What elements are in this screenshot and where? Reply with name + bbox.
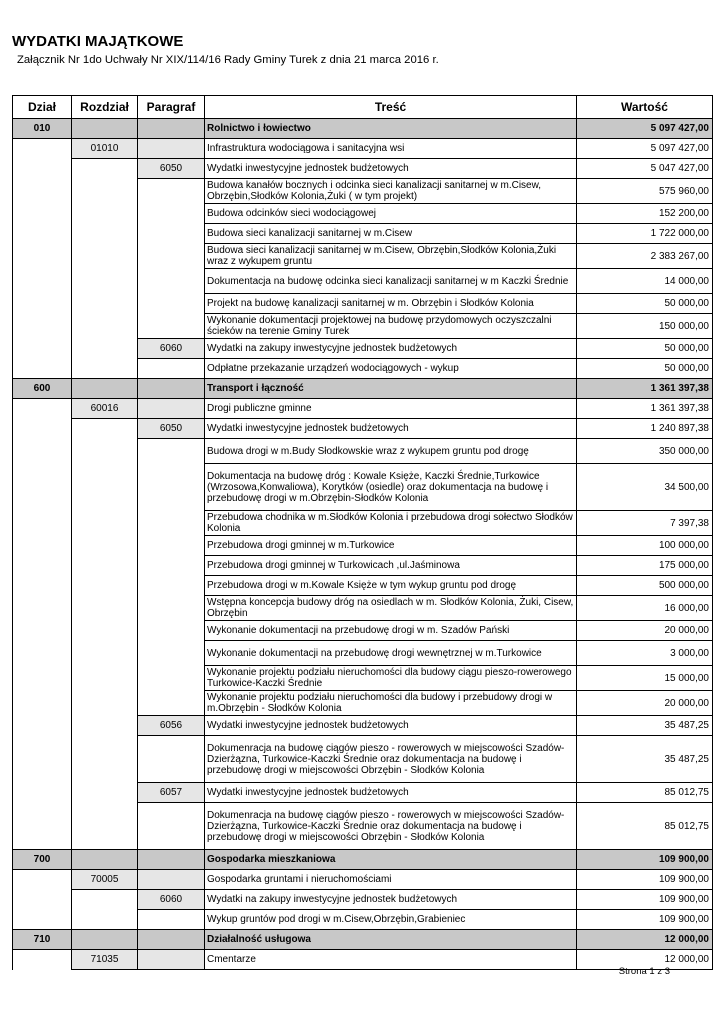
column-header-paragraf: Paragraf	[138, 96, 205, 119]
task-row	[13, 204, 713, 224]
cell-tresc: Budowa kanałów bocznych i odcinka sieci kanalizacji sanitarnej w m.Cisew, Obrzębin,Słodków Kolonia,Żuki ( w tym projekt)	[205, 179, 577, 204]
cell-paragraf	[138, 269, 205, 294]
cell-rozdzial	[72, 890, 138, 910]
task-row	[13, 179, 713, 204]
cell-paragraf	[138, 641, 205, 666]
task-row	[13, 511, 713, 536]
column-header-tresc: Treść	[205, 96, 577, 119]
cell-tresc: Działalność usługowa	[205, 930, 577, 950]
cell-wartosc: 3 000,00	[577, 641, 713, 666]
cell-paragraf	[138, 224, 205, 244]
cell-paragraf	[138, 379, 205, 399]
paragraf-row	[13, 890, 713, 910]
cell-dzial: 600	[13, 379, 72, 399]
cell-paragraf	[138, 621, 205, 641]
cell-tresc: Gospodarka gruntami i nieruchomościami	[205, 870, 577, 890]
cell-wartosc: 12 000,00	[577, 950, 713, 970]
cell-tresc: Dokumentacja na budowę dróg : Kowale Księże, Kaczki Średnie,Turkowice (Wrzosowa,Konwaliowa), Korytków (osiedle) oraz dokumentacja na budowę i przebudowę drogi w m.Obrzębin-Słodków Kolonia	[205, 464, 577, 511]
task-row	[13, 314, 713, 339]
task-row	[13, 641, 713, 666]
cell-dzial	[13, 621, 72, 641]
cell-paragraf	[138, 359, 205, 379]
cell-rozdzial	[72, 536, 138, 556]
cell-tresc: Dokumentacja na budowę odcinka sieci kanalizacji sanitarnej w m Kaczki Średnie	[205, 269, 577, 294]
cell-rozdzial	[72, 783, 138, 803]
cell-dzial	[13, 419, 72, 439]
paragraf-row	[13, 159, 713, 179]
cell-wartosc: 5 047 427,00	[577, 159, 713, 179]
cell-wartosc: 1 722 000,00	[577, 224, 713, 244]
cell-rozdzial	[72, 439, 138, 464]
cell-rozdzial	[72, 621, 138, 641]
cell-tresc: Wydatki inwestycyjne jednostek budżetowych	[205, 419, 577, 439]
cell-tresc: Wydatki inwestycyjne jednostek budżetowych	[205, 159, 577, 179]
cell-dzial	[13, 950, 72, 970]
cell-wartosc: 50 000,00	[577, 359, 713, 379]
cell-dzial	[13, 179, 72, 204]
cell-rozdzial	[72, 204, 138, 224]
cell-wartosc: 5 097 427,00	[577, 139, 713, 159]
cell-dzial	[13, 910, 72, 930]
task-row	[13, 556, 713, 576]
cell-tresc: Wydatki inwestycyjne jednostek budżetowych	[205, 783, 577, 803]
cell-wartosc: 15 000,00	[577, 666, 713, 691]
rozdzial-row	[13, 950, 713, 970]
task-row	[13, 224, 713, 244]
dzial-row	[13, 119, 713, 139]
cell-rozdzial	[72, 803, 138, 850]
cell-dzial	[13, 269, 72, 294]
task-row	[13, 910, 713, 930]
cell-paragraf	[138, 576, 205, 596]
task-row	[13, 464, 713, 511]
cell-wartosc: 50 000,00	[577, 339, 713, 359]
cell-paragraf	[138, 850, 205, 870]
cell-wartosc: 85 012,75	[577, 783, 713, 803]
cell-wartosc: 34 500,00	[577, 464, 713, 511]
cell-tresc: Przebudowa chodnika w m.Słodków Kolonia i przebudowa drogi sołectwo Słodków Kolonia	[205, 511, 577, 536]
cell-paragraf	[138, 736, 205, 783]
task-row	[13, 244, 713, 269]
cell-tresc: Dokumenracja na budowę ciągów pieszo - rowerowych w miejscowości Szadów-Dzierżązna, Turkowice-Kaczki Średnie oraz dokumentacja na budowę i przebudowę drogi w miejscowości Obrzębin - Słodków Kolonia	[205, 736, 577, 783]
cell-wartosc: 109 900,00	[577, 850, 713, 870]
cell-wartosc: 2 383 267,00	[577, 244, 713, 269]
cell-dzial	[13, 691, 72, 716]
cell-dzial	[13, 224, 72, 244]
cell-wartosc: 1 361 397,38	[577, 399, 713, 419]
cell-dzial	[13, 439, 72, 464]
task-row	[13, 359, 713, 379]
cell-wartosc: 500 000,00	[577, 576, 713, 596]
cell-wartosc: 16 000,00	[577, 596, 713, 621]
cell-rozdzial: 71035	[72, 950, 138, 970]
cell-rozdzial	[72, 224, 138, 244]
task-row	[13, 621, 713, 641]
cell-rozdzial	[72, 379, 138, 399]
cell-rozdzial	[72, 419, 138, 439]
cell-paragraf: 6050	[138, 159, 205, 179]
cell-rozdzial: 60016	[72, 399, 138, 419]
cell-paragraf: 6057	[138, 783, 205, 803]
cell-paragraf	[138, 930, 205, 950]
cell-tresc: Wykonanie dokumentacji na przebudowę drogi wewnętrznej w m.Turkowice	[205, 641, 577, 666]
cell-tresc: Budowa sieci kanalizacji sanitarnej w m.Cisew, Obrzębin,Słodków Kolonia,Żuki wraz z wykupem gruntu	[205, 244, 577, 269]
cell-dzial	[13, 803, 72, 850]
cell-paragraf: 6056	[138, 716, 205, 736]
cell-tresc: Drogi publiczne gminne	[205, 399, 577, 419]
cell-wartosc: 7 397,38	[577, 511, 713, 536]
task-row	[13, 691, 713, 716]
cell-tresc: Infrastruktura wodociągowa i sanitacyjna wsi	[205, 139, 577, 159]
cell-tresc: Wykup gruntów pod drogi w m.Cisew,Obrzębin,Grabieniec	[205, 910, 577, 930]
cell-wartosc: 109 900,00	[577, 910, 713, 930]
cell-paragraf	[138, 464, 205, 511]
cell-wartosc: 14 000,00	[577, 269, 713, 294]
cell-paragraf	[138, 803, 205, 850]
cell-wartosc: 20 000,00	[577, 691, 713, 716]
cell-dzial	[13, 511, 72, 536]
cell-dzial	[13, 596, 72, 621]
cell-rozdzial: 01010	[72, 139, 138, 159]
cell-rozdzial	[72, 269, 138, 294]
cell-rozdzial	[72, 716, 138, 736]
cell-rozdzial	[72, 850, 138, 870]
cell-rozdzial: 70005	[72, 870, 138, 890]
column-header-dzial: Dział	[13, 96, 72, 119]
cell-wartosc: 109 900,00	[577, 870, 713, 890]
cell-dzial	[13, 870, 72, 890]
cell-dzial	[13, 294, 72, 314]
cell-rozdzial	[72, 294, 138, 314]
cell-paragraf	[138, 950, 205, 970]
cell-dzial	[13, 556, 72, 576]
cell-wartosc: 85 012,75	[577, 803, 713, 850]
cell-wartosc: 150 000,00	[577, 314, 713, 339]
cell-rozdzial	[72, 159, 138, 179]
cell-rozdzial	[72, 511, 138, 536]
cell-paragraf	[138, 556, 205, 576]
cell-paragraf	[138, 399, 205, 419]
cell-wartosc: 350 000,00	[577, 439, 713, 464]
cell-tresc: Transport i łączność	[205, 379, 577, 399]
cell-tresc: Budowa sieci kanalizacji sanitarnej w m.Cisew	[205, 224, 577, 244]
task-row	[13, 666, 713, 691]
cell-tresc: Wykonanie dokumentacji projektowej na budowę przydomowych oczyszczalni ścieków na terenie Gminy Turek	[205, 314, 577, 339]
task-row	[13, 596, 713, 621]
cell-tresc: Przebudowa drogi w m.Kowale Księże w tym wykup gruntu pod drogę	[205, 576, 577, 596]
cell-tresc: Przebudowa drogi gminnej w m.Turkowice	[205, 536, 577, 556]
cell-rozdzial	[72, 691, 138, 716]
cell-rozdzial	[72, 736, 138, 783]
cell-dzial	[13, 159, 72, 179]
cell-rozdzial	[72, 910, 138, 930]
rozdzial-row	[13, 139, 713, 159]
cell-tresc: Budowa odcinków sieci wodociągowej	[205, 204, 577, 224]
cell-paragraf	[138, 119, 205, 139]
dzial-row	[13, 379, 713, 399]
paragraf-row	[13, 783, 713, 803]
cell-paragraf: 6060	[138, 339, 205, 359]
rozdzial-row	[13, 870, 713, 890]
cell-paragraf: 6050	[138, 419, 205, 439]
cell-dzial	[13, 359, 72, 379]
cell-wartosc: 35 487,25	[577, 716, 713, 736]
cell-paragraf	[138, 596, 205, 621]
cell-dzial	[13, 536, 72, 556]
column-header-wartosc: Wartość	[577, 96, 713, 119]
cell-wartosc: 100 000,00	[577, 536, 713, 556]
cell-rozdzial	[72, 119, 138, 139]
cell-wartosc: 20 000,00	[577, 621, 713, 641]
cell-wartosc: 50 000,00	[577, 294, 713, 314]
cell-paragraf	[138, 536, 205, 556]
expenditure-table	[12, 95, 713, 970]
column-header-rozdzial: Rozdział	[72, 96, 138, 119]
cell-paragraf	[138, 511, 205, 536]
cell-dzial	[13, 641, 72, 666]
cell-tresc: Wykonanie projektu podziału nieruchomości dla budowy ciągu pieszo-rowerowego Turkowice-Kaczki Średnie	[205, 666, 577, 691]
cell-paragraf	[138, 910, 205, 930]
paragraf-row	[13, 339, 713, 359]
cell-dzial	[13, 464, 72, 511]
cell-wartosc: 575 960,00	[577, 179, 713, 204]
cell-dzial: 700	[13, 850, 72, 870]
cell-dzial	[13, 783, 72, 803]
cell-wartosc: 5 097 427,00	[577, 119, 713, 139]
cell-dzial	[13, 399, 72, 419]
task-row	[13, 536, 713, 556]
task-row	[13, 736, 713, 783]
cell-dzial	[13, 736, 72, 783]
cell-dzial: 010	[13, 119, 72, 139]
task-row	[13, 294, 713, 314]
paragraf-row	[13, 419, 713, 439]
task-row	[13, 439, 713, 464]
cell-rozdzial	[72, 339, 138, 359]
dzial-row	[13, 930, 713, 950]
cell-wartosc: 1 240 897,38	[577, 419, 713, 439]
page-number: Strona 1 z 3	[618, 966, 670, 977]
cell-dzial	[13, 716, 72, 736]
table-header-row	[13, 96, 713, 119]
cell-tresc: Budowa drogi w m.Budy Słodkowskie wraz z wykupem gruntu pod drogę	[205, 439, 577, 464]
cell-wartosc: 109 900,00	[577, 890, 713, 910]
cell-rozdzial	[72, 464, 138, 511]
cell-rozdzial	[72, 666, 138, 691]
cell-paragraf	[138, 691, 205, 716]
task-row	[13, 803, 713, 850]
cell-rozdzial	[72, 641, 138, 666]
document-subtitle: Załącznik Nr 1do Uchwały Nr XIX/114/16 Rady Gminy Turek z dnia 21 marca 2016 r.	[17, 54, 439, 66]
cell-dzial	[13, 339, 72, 359]
cell-rozdzial	[72, 576, 138, 596]
document-title: WYDATKI MAJĄTKOWE	[12, 33, 184, 50]
cell-wartosc: 1 361 397,38	[577, 379, 713, 399]
cell-paragraf: 6060	[138, 890, 205, 910]
cell-tresc: Gospodarka mieszkaniowa	[205, 850, 577, 870]
cell-dzial: 710	[13, 930, 72, 950]
cell-rozdzial	[72, 556, 138, 576]
cell-paragraf	[138, 666, 205, 691]
cell-tresc: Przebudowa drogi gminnej w Turkowicach ,ul.Jaśminowa	[205, 556, 577, 576]
cell-rozdzial	[72, 314, 138, 339]
cell-paragraf	[138, 204, 205, 224]
cell-tresc: Cmentarze	[205, 950, 577, 970]
cell-wartosc: 152 200,00	[577, 204, 713, 224]
cell-tresc: Projekt na budowę kanalizacji sanitarnej w m. Obrzębin i Słodków Kolonia	[205, 294, 577, 314]
cell-dzial	[13, 666, 72, 691]
cell-tresc: Wydatki inwestycyjne jednostek budżetowych	[205, 716, 577, 736]
cell-rozdzial	[72, 359, 138, 379]
task-row	[13, 576, 713, 596]
cell-tresc: Odpłatne przekazanie urządzeń wodociągowych - wykup	[205, 359, 577, 379]
table-body	[13, 119, 713, 970]
cell-dzial	[13, 139, 72, 159]
cell-dzial	[13, 244, 72, 269]
cell-tresc: Wykonanie dokumentacji na przebudowę drogi w m. Szadów Pański	[205, 621, 577, 641]
rozdzial-row	[13, 399, 713, 419]
cell-tresc: Wykonanie projektu podziału nieruchomości dla budowy i przebudowy drogi w m.Obrzębin - Słodków Kolonia	[205, 691, 577, 716]
cell-tresc: Wstępna koncepcja budowy dróg na osiedlach w m. Słodków Kolonia, Żuki, Cisew, Obrzębin	[205, 596, 577, 621]
cell-tresc: Wydatki na zakupy inwestycyjne jednostek budżetowych	[205, 339, 577, 359]
cell-dzial	[13, 576, 72, 596]
cell-wartosc: 12 000,00	[577, 930, 713, 950]
cell-paragraf	[138, 314, 205, 339]
cell-paragraf	[138, 179, 205, 204]
cell-paragraf	[138, 139, 205, 159]
dzial-row	[13, 850, 713, 870]
cell-tresc: Dokumenracja na budowę ciągów pieszo - rowerowych w miejscowości Szadów-Dzierżązna, Turkowice-Kaczki Średnie oraz dokumentacja na budowę i przebudowę drogi w miejscowości Obrzębin - Słodków Kolonia	[205, 803, 577, 850]
cell-dzial	[13, 890, 72, 910]
cell-dzial	[13, 204, 72, 224]
cell-paragraf	[138, 294, 205, 314]
cell-paragraf	[138, 870, 205, 890]
paragraf-row	[13, 716, 713, 736]
cell-paragraf	[138, 244, 205, 269]
task-row	[13, 269, 713, 294]
cell-rozdzial	[72, 930, 138, 950]
cell-paragraf	[138, 439, 205, 464]
cell-tresc: Wydatki na zakupy inwestycyjne jednostek budżetowych	[205, 890, 577, 910]
cell-rozdzial	[72, 596, 138, 621]
cell-wartosc: 35 487,25	[577, 736, 713, 783]
cell-rozdzial	[72, 179, 138, 204]
cell-dzial	[13, 314, 72, 339]
cell-rozdzial	[72, 244, 138, 269]
cell-tresc: Rolnictwo i łowiectwo	[205, 119, 577, 139]
cell-wartosc: 175 000,00	[577, 556, 713, 576]
